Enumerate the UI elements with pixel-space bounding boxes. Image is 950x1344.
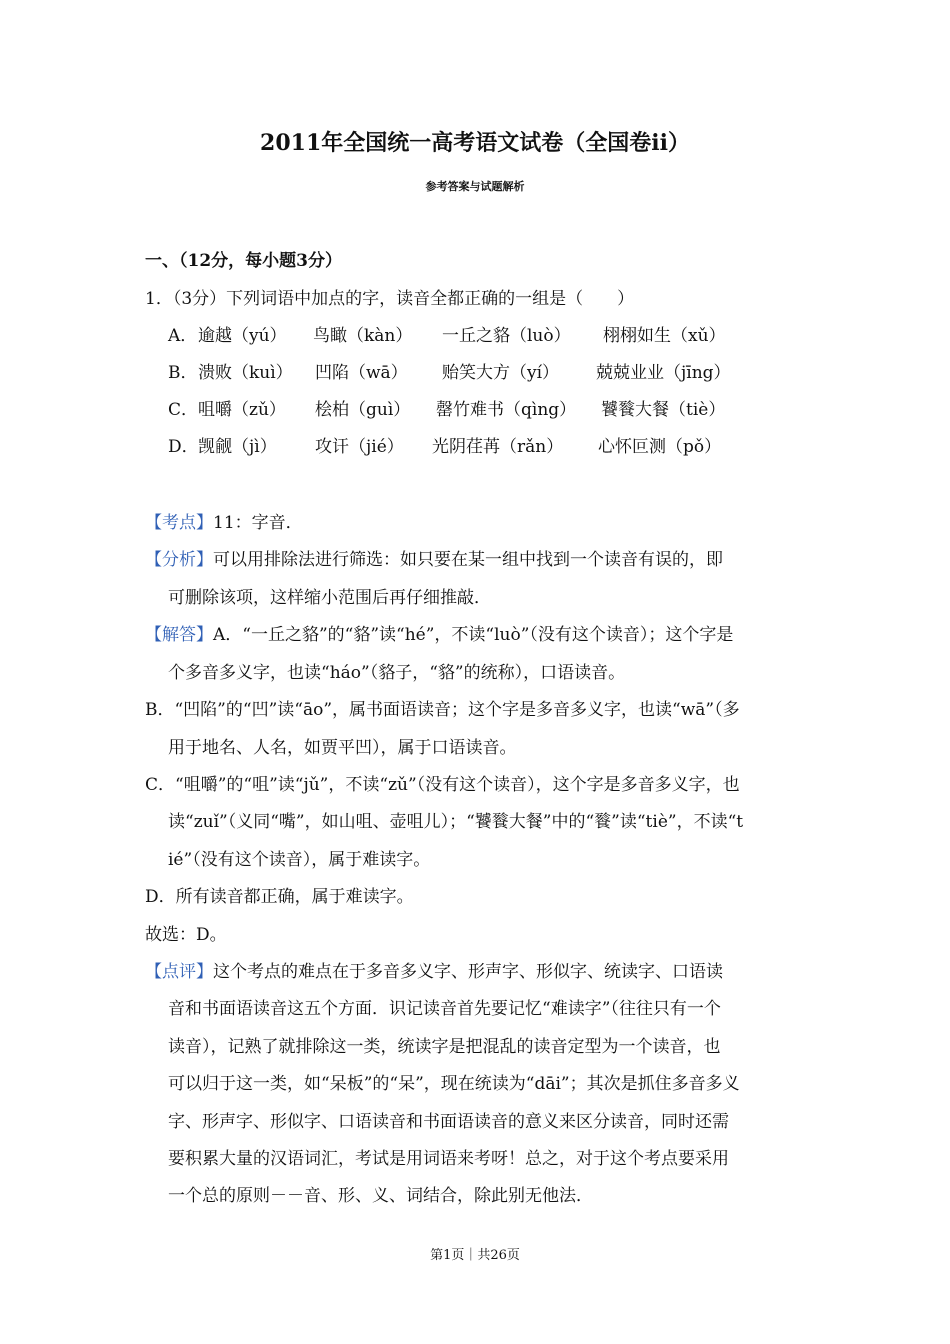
jieda-line — [145, 620, 733, 645]
option-b-item: 贻笑大方（yí） — [442, 363, 560, 383]
option-b-label: B． — [168, 363, 198, 383]
dianping-tag: 【点评】 — [145, 962, 213, 982]
dianping-text: 可以归于这一类，如“呆板”的“呆”，现在统读为“dāi”；其次是抓住多音多义 — [168, 1074, 740, 1094]
option-c-item: 咀嚼（zǔ） — [198, 400, 286, 420]
page-subtitle: 参考答案与试题解析 — [425, 180, 525, 193]
dianping-text: 字、形声字、形似字、口语读音和书面语读音的意义来区分读音，同时还需 — [168, 1112, 729, 1132]
option-b-item: 溃败（kuì） — [198, 363, 293, 383]
dianping-text: 读音），记熟了就排除这一类，统读字是把混乱的读音定型为一个读音，也 — [168, 1037, 721, 1057]
option-a-item: 栩栩如生（xǔ） — [603, 326, 726, 346]
jieda-b-text: 用于地名、人名，如贾平凹），属于口语读音。 — [168, 738, 517, 758]
option-d-item: 光阴荏苒（rǎn） — [432, 437, 564, 457]
dianping-text: 这个考点的难点在于多音多义字、形声字、形似字、统读字、口语读 — [213, 962, 723, 982]
dianping-text: 一个总的原则－－音、形、义、词结合，除此别无他法． — [168, 1186, 593, 1206]
fenxi-text: 可以用排除法进行筛选：如只要在某一组中找到一个读音有误的，即 — [213, 550, 723, 570]
option-a-item: 一丘之貉（luò） — [442, 326, 571, 346]
jieda-tag: 【解答】 — [145, 625, 213, 645]
fenxi-text: 可删除该项，这样缩小范围后再仔细推敲． — [168, 588, 491, 608]
dianping-text: 音和书面语读音这五个方面．识记读音首先要记忆“难读字”（往往只有一个 — [168, 999, 721, 1019]
option-c-item: 桧柏（guì） — [315, 400, 411, 420]
section-heading: 一、（12分，每小题3分） — [145, 251, 342, 271]
option-c-label: C． — [168, 400, 199, 420]
option-a-label: A． — [168, 326, 198, 346]
option-c-item: 饕餮大餐（tiè） — [601, 400, 726, 420]
kaodian-text: 11：字音． — [213, 513, 303, 533]
option-d-item: 心怀叵测（pǒ） — [598, 437, 722, 457]
option-b-item: 兢兢业业（jīng） — [596, 363, 731, 383]
option-a-item: 鸟瞰（kàn） — [313, 326, 413, 346]
page-footer: 第1页｜共26页 — [430, 1248, 520, 1263]
fenxi-tag: 【分析】 — [145, 550, 213, 570]
option-a-item: 逾越（yú） — [198, 326, 287, 346]
jieda-c-text: 读“zuǐ”（义同“嘴”，如山咀、壶咀儿）；“饕餮大餐”中的“餮”读“tiè”，不读“t — [168, 812, 744, 832]
jieda-b-text: B．“凹陷”的“凹”读“āo”，属书面语读音；这个字是多音多义字，也读“wā”（多 — [145, 700, 740, 720]
dianping-line — [145, 957, 723, 982]
option-b-item: 凹陷（wā） — [315, 363, 408, 383]
option-d-label: D． — [168, 437, 199, 457]
kaodian-line — [145, 508, 303, 533]
answer-text: 故选：D。 — [145, 925, 227, 945]
jieda-c-text: ié”（没有这个读音），属于难读字。 — [168, 850, 431, 870]
dianping-text: 要积累大量的汉语词汇，考试是用词语来考呀！总之，对于这个考点要采用 — [168, 1149, 729, 1169]
jieda-c-text: C．“咀嚼”的“咀”读“jǔ”，不读“zǔ”（没有这个读音），这个字是多音多义字，也 — [145, 775, 740, 795]
jieda-d-text: D．所有读音都正确，属于难读字。 — [145, 887, 414, 907]
page-title: 2011年全国统一高考语文试卷（全国卷ii） — [260, 130, 690, 156]
jieda-text: 个多音多义字，也读“háo”（貉子，“貉”的统称），口语读音。 — [168, 663, 626, 683]
option-d-item: 觊觎（jì） — [198, 437, 277, 457]
jieda-text: A．“一丘之貉”的“貉”读“hé”，不读“luò”（没有这个读音）；这个字是 — [213, 625, 734, 645]
option-d-item: 攻讦（jié） — [315, 437, 404, 457]
kaodian-tag: 【考点】 — [145, 513, 213, 533]
option-c-item: 罄竹难书（qìng） — [436, 400, 577, 420]
question-stem: 1．（3分）下列词语中加点的字，读音全都正确的一组是（ ） — [145, 289, 635, 309]
fenxi-line — [145, 545, 723, 570]
